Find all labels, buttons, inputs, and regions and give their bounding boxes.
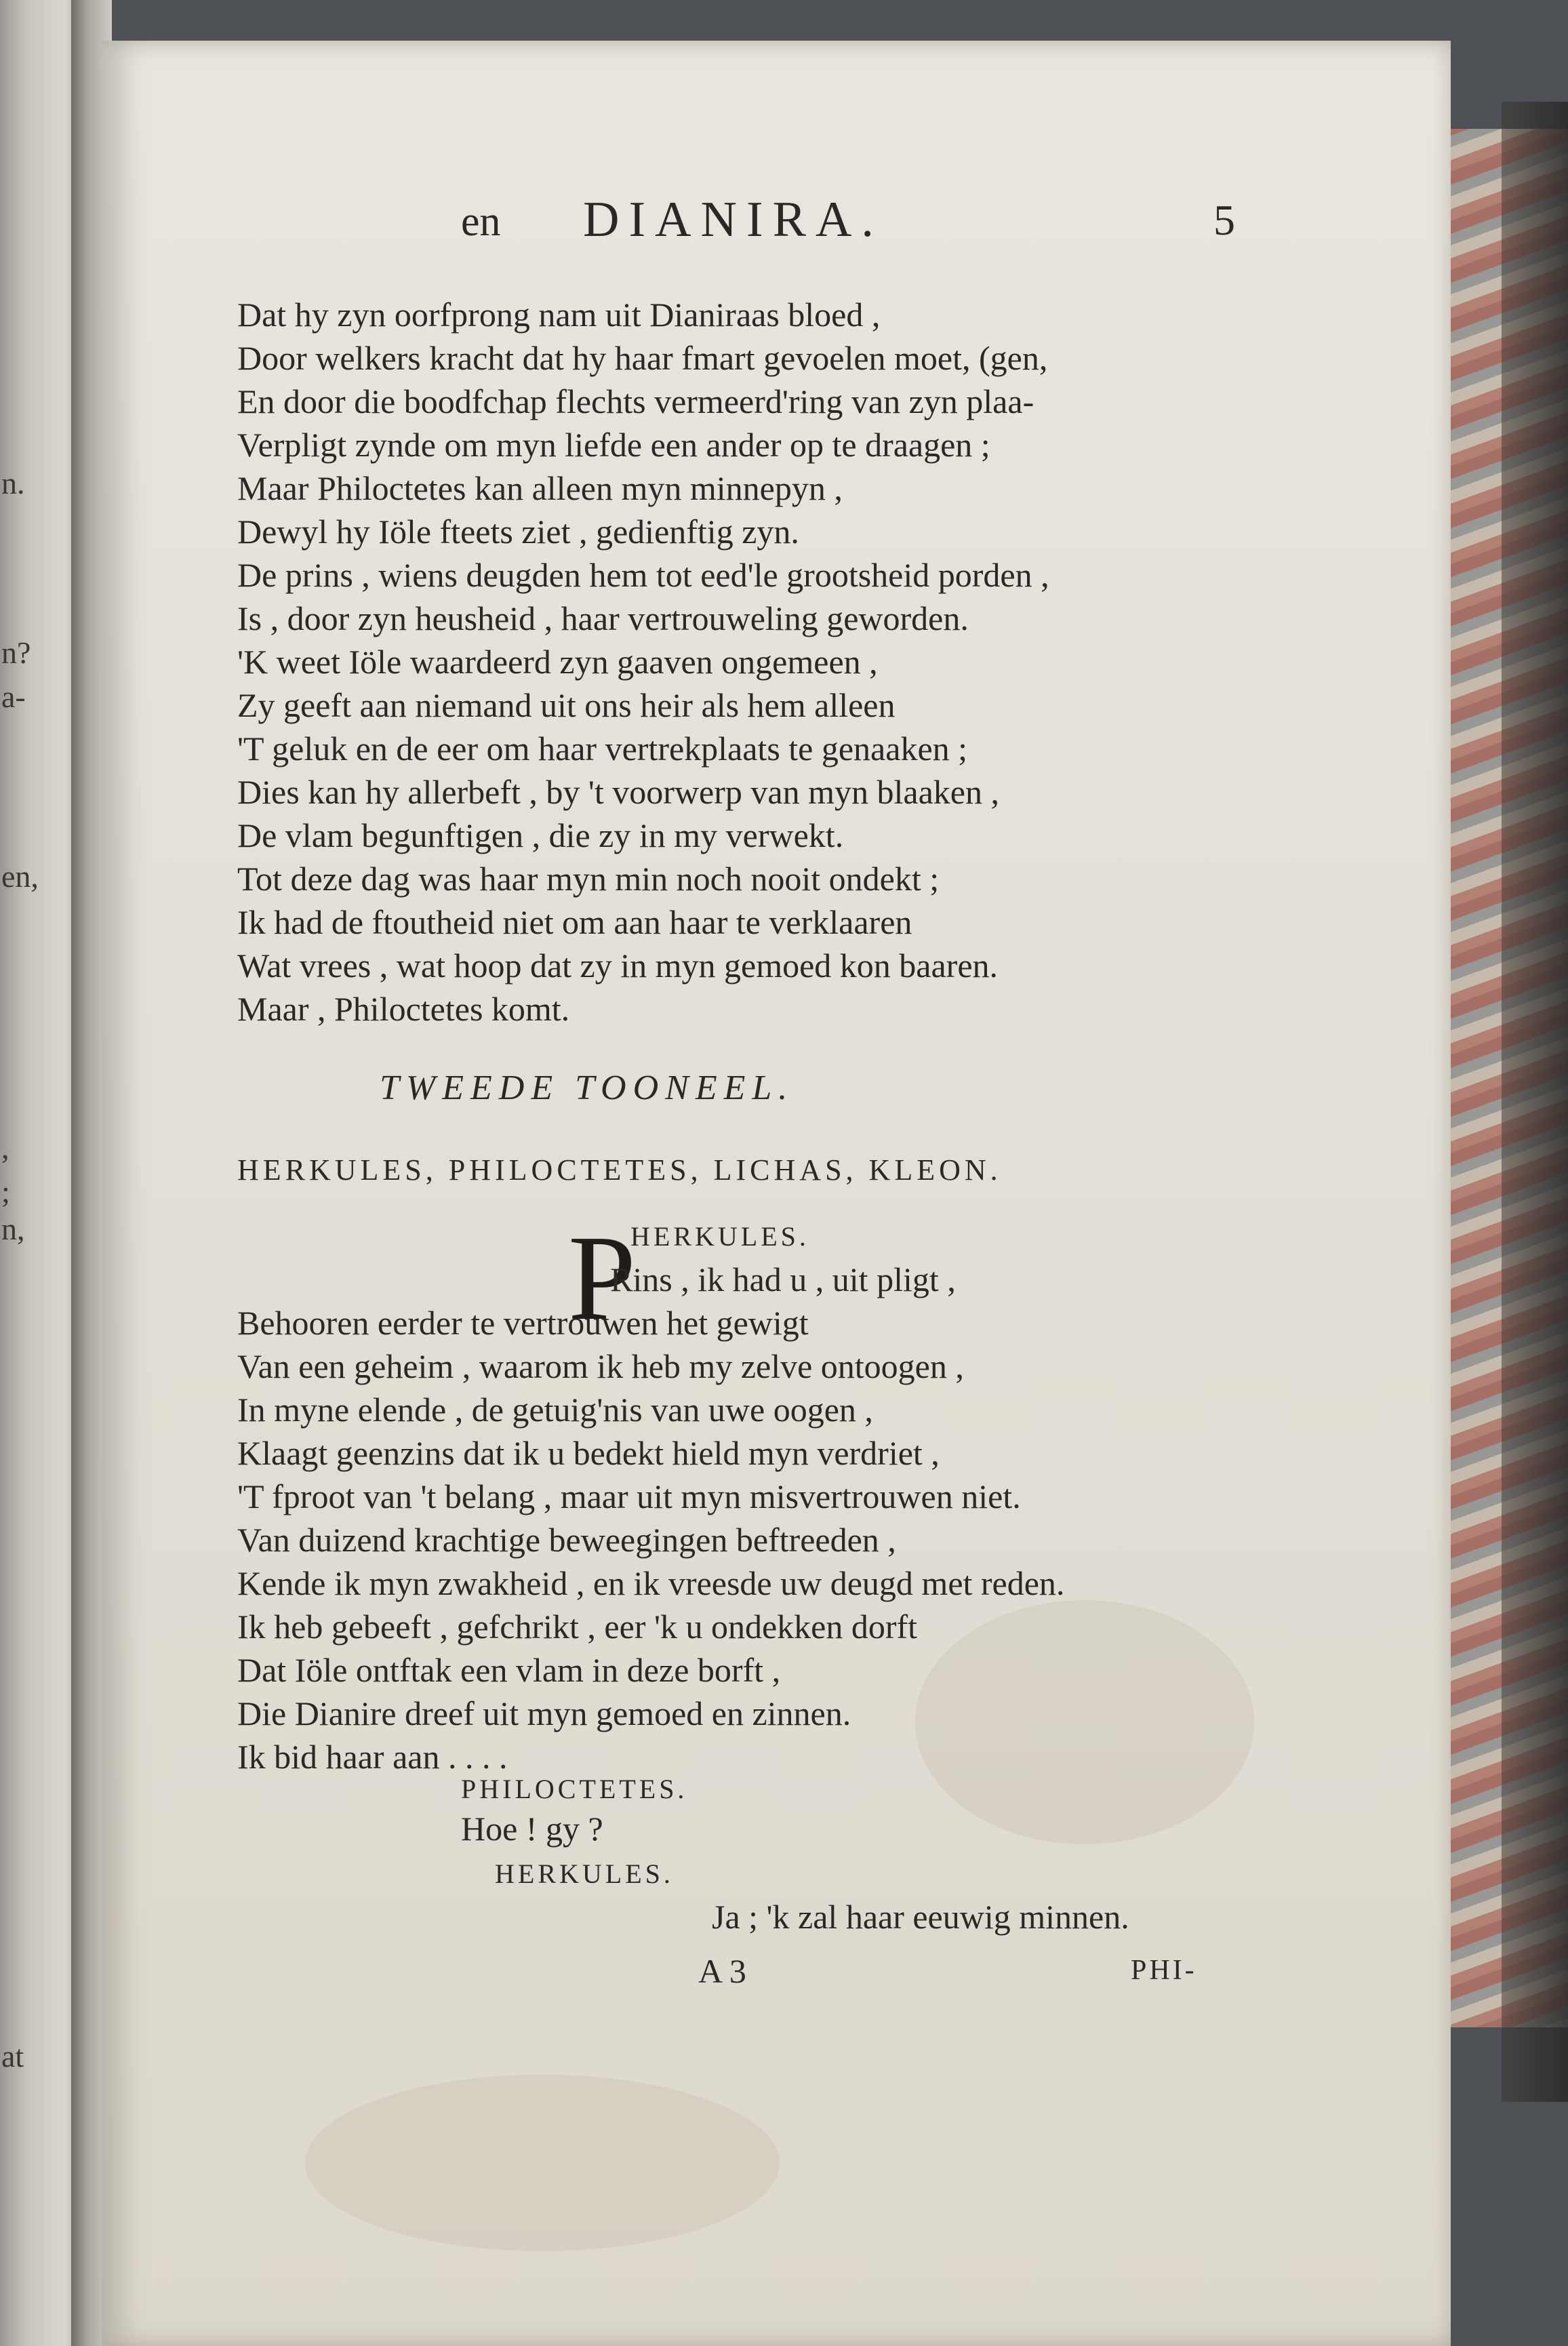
verse-line: Ja ; 'k zal haar eeuwig minnen. [712,1898,1129,1936]
left-page-fragment: en, [1,859,39,894]
running-head-title: DIANIRA. [583,192,883,247]
book-cover-edge [1502,102,1568,2102]
verse-line: Door welkers kracht dat hy haar fmart gevoelen moet, (gen, [237,339,1048,377]
left-page-fragment: n? [1,635,31,670]
verse-line: Ik bid haar aan . . . . [237,1738,508,1776]
left-page-fragment: at [1,2039,24,2073]
paper-stain [305,2075,780,2251]
verse-line: Verpligt zynde om myn liefde een ander op te draagen ; [237,426,990,464]
verse-line: Hoe ! gy ? [461,1810,603,1848]
speaker-heading: HERKULES. [630,1221,809,1252]
verse-line: In myne elende , de getuig'nis van uwe oogen , [237,1391,873,1429]
verse-line: 'T geluk en de eer om haar vertrekplaats te genaaken ; [237,730,968,768]
verse-line: Is , door zyn heusheid , haar vertrouweling geworden. [237,599,969,637]
verse-line: Wat vrees , wat hoop dat zy in myn gemoed kon baaren. [237,947,999,985]
verse-line: Dies kan hy allerbeft , by 't voorwerp van myn blaaken , [237,773,999,811]
verse-line: 'T fproot van 't belang , maar uit myn misvertrouwen niet. [237,1477,1021,1515]
dramatis-personae: HERKULES, PHILOCTETES, LICHAS, KLEON. [237,1153,1002,1187]
verse-line: Maar , Philoctetes komt. [237,990,570,1028]
verse-line: Die Dianire dreef uit myn gemoed en zinnen. [237,1694,851,1732]
book-page [102,41,1451,2346]
previous-page-edge [0,0,81,2346]
left-page-fragment: , [1,1130,9,1165]
left-page-fragment: n, [1,1212,25,1246]
verse-line: Ik heb gebeeft , gefchrikt , eer 'k u ondekken dorft [237,1608,918,1646]
left-page-fragment: a- [1,679,26,714]
verse-block-2 [237,1258,1295,1778]
verse-line: En door die boodfchap flechts vermeerd'ring van zyn plaa- [237,382,1034,420]
verse-line: Klaagt geenzins dat ik u bedekt hield myn verdriet , [237,1434,940,1472]
speaker-heading: PHILOCTETES. [461,1774,688,1804]
page-number: 5 [1213,196,1235,244]
verse-line: 'K weet Iöle waardeerd zyn gaaven ongemeen , [237,643,878,681]
verse-line: Van duizend krachtige beweegingen beftreeden , [237,1521,896,1559]
verse-line: Zy geeft aan niemand uit ons heir als hem alleen [237,686,896,724]
catchword: PHI- [1131,1955,1197,1986]
verse-line: Tot deze dag was haar myn min noch nooit ondekt ; [237,860,940,898]
verse-block-1 [237,293,1295,1031]
drop-capital: P [568,1210,637,1345]
scene-title: TWEEDE TOONEEL. [380,1069,795,1107]
verse-line: Rins , ik had u , uit pligt , [610,1260,956,1298]
verse-line: Behooren eerder te vertrouwen het gewigt [237,1304,809,1342]
left-page-fragment: ; [1,1174,10,1209]
verse-line: Dewyl hy Iöle fteets ziet , gedienftig zyn. [237,513,799,551]
verse-line: Dat Iöle ontftak een vlam in deze borft , [237,1651,781,1689]
left-page-fragment: n. [1,466,25,500]
speaker-heading: HERKULES. [495,1858,674,1889]
verse-line: Maar Philoctetes kan alleen myn minnepyn , [237,469,843,507]
verse-line: Kende ik myn zwakheid , en ik vreesde uw deugd met reden. [237,1564,1065,1602]
signature-mark: A 3 [698,1952,746,1990]
verse-line: Dat hy zyn oorfprong nam uit Dianiraas bloed , [237,296,881,334]
verse-line: Van een geheim , waarom ik heb my zelve ontoogen , [237,1347,964,1385]
verse-line: Ik had de ftoutheid niet om aan haar te verklaaren [237,903,912,941]
verse-line: De prins , wiens deugden hem tot eed'le grootsheid porden , [237,556,1049,594]
running-head-prefix: en [461,199,501,245]
verse-line: De vlam begunftigen , die zy in my verwekt. [237,816,844,854]
